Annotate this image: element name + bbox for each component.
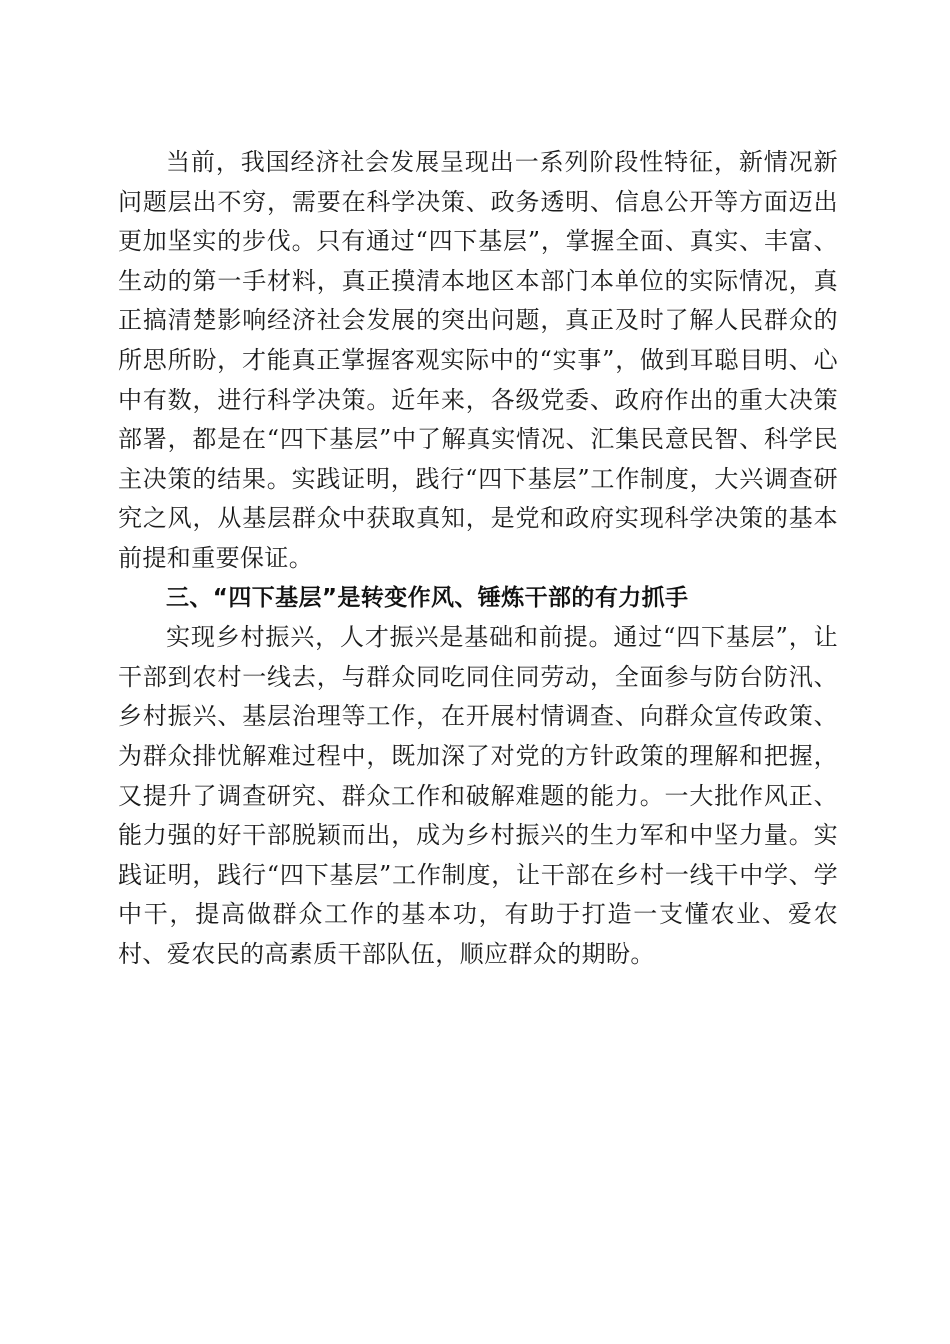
section-heading-3: 三、“四下基层”是转变作风、锤炼干部的有力抓手	[166, 584, 689, 611]
body-paragraph-decision-making: 当前，我国经济社会发展呈现出一系列阶段性特征，新情况新问题层出不穷，需要在科学决策、政务透明、信息公开等方面迈出更加坚实的步伐。只有通过“四下基层”，掌握全面、真实、丰富、生动的第一手材料，真正摸清本地区本部门本单位的实际情况，真正搞清楚影响经济社会发展的突出问题，真正及时了解人民群众的所思所盼，才能真正掌握客观实际中的“实事”，做到耳聪目明、心中有数，进行科学决策。近年来，各级党委、政府作出的重大决策部署，都是在“四下基层”中了解真实情况、汇集民意民智、科学民主决策的结果。实践证明，践行“四下基层”工作制度，大兴调查研究之风，从基层群众中获取真知，是党和政府实现科学决策的基本前提和重要保证。	[118, 148, 838, 572]
document-body	[118, 143, 838, 974]
body-paragraph-cadre-training: 实现乡村振兴，人才振兴是基础和前提。通过“四下基层”，让干部到农村一线去，与群众同吃同住同劳动，全面参与防台防汛、乡村振兴、基层治理等工作，在开展村情调查、向群众宣传政策、为群众排忧解难过程中，既加深了对党的方针政策的理解和把握，又提升了调查研究、群众工作和破解难题的能力。一大批作风正、能力强的好干部脱颖而出，成为乡村振兴的生力军和中坚力量。实践证明，践行“四下基层”工作制度，让干部在乡村一线干中学、学中干，提高做群众工作的基本功，有助于打造一支懂农业、爱农村、爱农民的高素质干部队伍，顺应群众的期盼。	[118, 623, 838, 968]
